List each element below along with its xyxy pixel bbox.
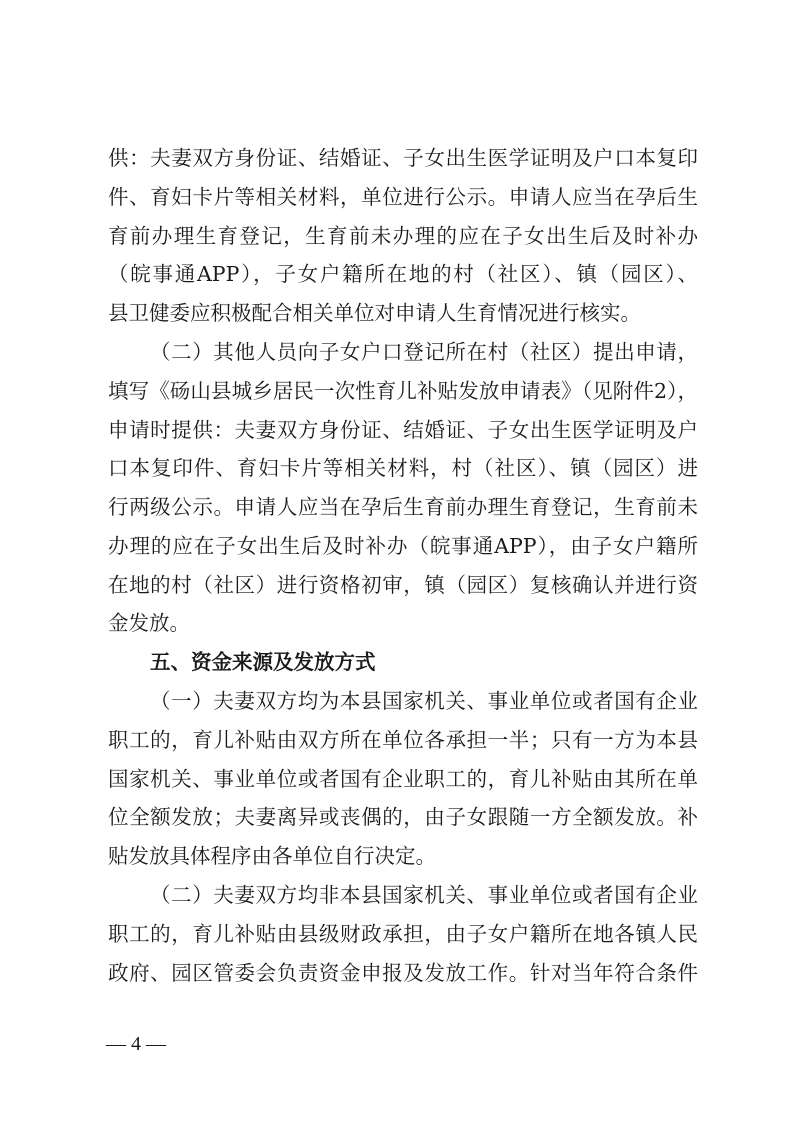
section-heading: 五、资金来源及发放方式: [150, 650, 376, 674]
body-line: （皖事通APP），子女户籍所在地的村（社区）、镇（园区）、: [108, 262, 698, 286]
body-line: 县卫健委应积极配合相关单位对申请人生育情况进行核实。: [108, 301, 641, 325]
paragraph-first-line: （二）夫妻双方均非本县国家机关、事业单位或者国有企业: [150, 883, 698, 907]
body-line: 政府、园区管委会负责资金申报及发放工作。针对当年符合条件: [108, 961, 698, 985]
body-line: 育前办理生育登记，生育前未办理的应在子女出生后及时补办: [108, 224, 698, 248]
body-line: 办理的应在子女出生后及时补办（皖事通APP），由子女户籍所: [108, 534, 698, 558]
body-line: 贴发放具体程序由各单位自行决定。: [108, 844, 436, 868]
body-line: 职工的，育儿补贴由县级财政承担，由子女户籍所在地各镇人民: [108, 922, 698, 946]
body-line: 在地的村（社区）进行资格初审，镇（园区）复核确认并进行资: [108, 573, 698, 597]
body-line: 金发放。: [108, 611, 190, 635]
body-line: 件、育妇卡片等相关材料，单位进行公示。申请人应当在孕后生: [108, 185, 698, 209]
body-line: 申请时提供：夫妻双方身份证、结婚证、子女出生医学证明及户: [108, 418, 698, 442]
body-line: 位全额发放；夫妻离异或丧偶的，由子女跟随一方全额发放。补: [108, 805, 698, 829]
page-number: — 4 —: [106, 1033, 166, 1055]
paragraph-first-line: （一）夫妻双方均为本县国家机关、事业单位或者国有企业: [150, 689, 698, 713]
body-line: 国家机关、事业单位或者国有企业职工的，育儿补贴由其所在单: [108, 767, 698, 791]
body-line: 口本复印件、育妇卡片等相关材料，村（社区）、镇（园区）进: [108, 456, 698, 480]
body-line: 行两级公示。申请人应当在孕后生育前办理生育登记，生育前未: [108, 495, 698, 519]
body-line: 职工的，育儿补贴由双方所在单位各承担一半；只有一方为本县: [108, 728, 698, 752]
paragraph-first-line: （二）其他人员向子女户口登记所在村（社区）提出申请，: [150, 340, 698, 364]
body-line: 供：夫妻双方身份证、结婚证、子女出生医学证明及户口本复印: [108, 146, 698, 170]
body-line: 填写《砀山县城乡居民一次性育儿补贴发放申请表》（见附件2），: [108, 379, 698, 403]
